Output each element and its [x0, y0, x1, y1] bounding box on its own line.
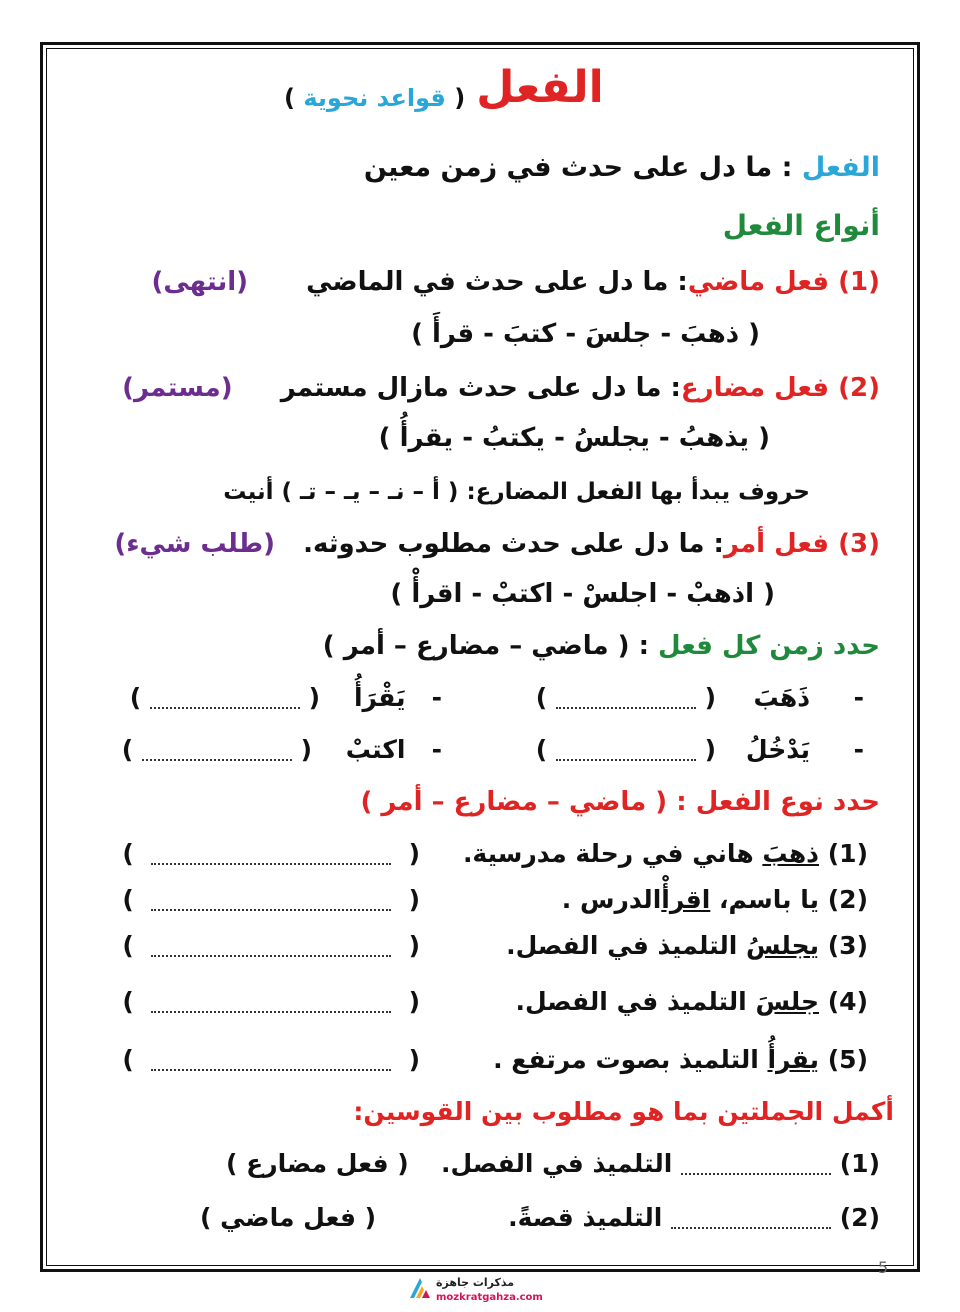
ex2-answer-5[interactable]: ( ) [122, 1045, 420, 1074]
ex2-rest: التلميذ بصوت مرتفع . [493, 1045, 768, 1074]
ex1-answer-2[interactable]: ( ) [129, 683, 320, 712]
imperative-line [114, 526, 880, 562]
page-title: الفعل [476, 62, 604, 113]
present-name: فعل مضارع [680, 373, 830, 403]
past-def: : ما دل على حدث في الماضي [306, 267, 688, 297]
ex3-num: (1) [839, 1149, 880, 1178]
ex3-sentence-2 [508, 1200, 880, 1236]
ex2-answer-2[interactable]: ( ) [122, 885, 420, 914]
ex3-blank[interactable] [681, 1155, 831, 1175]
present-examples: ( يذهبُ - يجلسُ - يكتبُ - يقرأُ ) [378, 423, 770, 453]
past-num: (1) [838, 267, 880, 297]
page-number: 5 [878, 1258, 889, 1277]
ex1-dash: - [431, 735, 442, 764]
exercise3-heading: أكمل الجملتين بما هو مطلوب بين القوسين: [353, 1097, 894, 1126]
ex1-verb: اكتبْ [345, 735, 406, 764]
ex1-item-1 [753, 680, 864, 716]
ex2-sentence-1 [463, 836, 868, 872]
definition [364, 150, 880, 186]
definition-term: الفعل [801, 152, 880, 183]
ex3-hint-1: ( فعل مضارع ) [226, 1149, 409, 1178]
ex1-answer-1[interactable]: ( ) [535, 683, 716, 712]
past-line [151, 264, 880, 300]
subtitle [284, 84, 465, 112]
ex3-text: التلميذ في الفصل. [441, 1149, 673, 1178]
ex3-num: (2) [839, 1203, 880, 1232]
ex2-answer-4[interactable]: ( ) [122, 987, 420, 1016]
ex1-item-3 [746, 732, 864, 768]
ex2-verb: جلسَ [755, 987, 819, 1016]
imperative-name: فعل أمر [723, 529, 830, 559]
present-num: (2) [838, 373, 880, 403]
ex2-rest: التلميذ في الفصل. [515, 987, 756, 1016]
past-name: فعل ماضي [687, 267, 830, 297]
ex2-num: (4) [827, 987, 868, 1016]
subtitle-open: ( [454, 84, 466, 112]
ex1-answer-4[interactable]: ( ) [121, 735, 312, 764]
ex2-verb: ذهبَ [762, 839, 819, 868]
ex2-verb: اقرأْ [661, 885, 711, 914]
imperative-def: : ما دل على حدث مطلوب حدوثه. [303, 529, 724, 559]
ex1-verb: يَقْرَأُ [353, 683, 406, 712]
ex3-text: التلميذ قصةً. [508, 1203, 663, 1232]
ex1-item-4 [346, 732, 442, 768]
brand-url[interactable]: mozkratgahza.com [436, 1292, 543, 1303]
ex2-pre: يا باسم، [710, 885, 819, 914]
types-heading: أنواع الفعل [722, 209, 880, 242]
ex2-num: (1) [827, 839, 868, 868]
subtitle-close: ) [284, 84, 295, 112]
exercise2-heading: حدد نوع الفعل : ( ماضي – مضارع – أمر ) [360, 787, 880, 817]
definition-text: : ما دل على حدث في زمن معين [363, 152, 793, 183]
ex2-verb: يقرأُ [767, 1045, 819, 1074]
subtitle-text: قواعد نحوية [303, 84, 446, 112]
ex2-sentence-5 [493, 1042, 868, 1078]
present-def: : ما دل على حدث مازال مستمر [280, 373, 681, 403]
imperative-hint: (طلب شيء) [114, 529, 275, 559]
ex1-verb: يَدْخُلُ [745, 735, 811, 764]
ex1-dash: - [853, 683, 864, 712]
ex2-sentence-3 [506, 928, 868, 964]
exercise1-options: : ( ماضي – مضارع – أمر ) [322, 631, 649, 661]
ex3-sentence-1 [441, 1146, 880, 1182]
present-letters: حروف يبدأ بها الفعل المضارع: ( أ – نـ – يـ – تـ ) أنيت [223, 479, 810, 505]
ex2-answer-3[interactable]: ( ) [122, 931, 420, 960]
ex3-hint-2: ( فعل ماضي ) [200, 1203, 377, 1232]
ex2-num: (3) [827, 931, 868, 960]
imperative-examples: ( اذهبْ - اجلسْ - اكتبْ - اقرأْ ) [390, 579, 775, 609]
ex2-sentence-2 [562, 882, 868, 918]
present-hint: (مستمر) [122, 373, 233, 403]
ex1-dash: - [431, 683, 442, 712]
ex3-blank[interactable] [671, 1209, 831, 1229]
imperative-num: (3) [838, 529, 880, 559]
ex2-answer-1[interactable]: ( ) [122, 839, 420, 868]
past-hint: (انتهى) [151, 267, 249, 297]
exercise1-heading-line [323, 628, 880, 664]
ex2-verb: يجلسُ [746, 931, 819, 960]
ex1-item-2 [354, 680, 442, 716]
present-line [122, 370, 880, 406]
ex2-num: (5) [827, 1045, 868, 1074]
ex2-rest: الدرس . [561, 885, 662, 914]
ex1-answer-3[interactable]: ( ) [535, 735, 716, 764]
past-examples: ( ذهبَ - جلسَ - كتبَ - قرأَ ) [411, 319, 760, 349]
ex1-verb: ذَهَبَ [753, 683, 811, 712]
brand-logo-icon [408, 1276, 432, 1300]
brand-name: مذكرات جاهزة [436, 1276, 515, 1289]
ex1-dash: - [853, 735, 864, 764]
ex2-rest: هاني في رحلة مدرسية. [462, 839, 763, 868]
ex2-sentence-4 [515, 984, 868, 1020]
exercise1-heading: حدد زمن كل فعل [658, 631, 880, 661]
ex2-num: (2) [827, 885, 868, 914]
ex2-rest: التلميذ في الفصل. [506, 931, 747, 960]
